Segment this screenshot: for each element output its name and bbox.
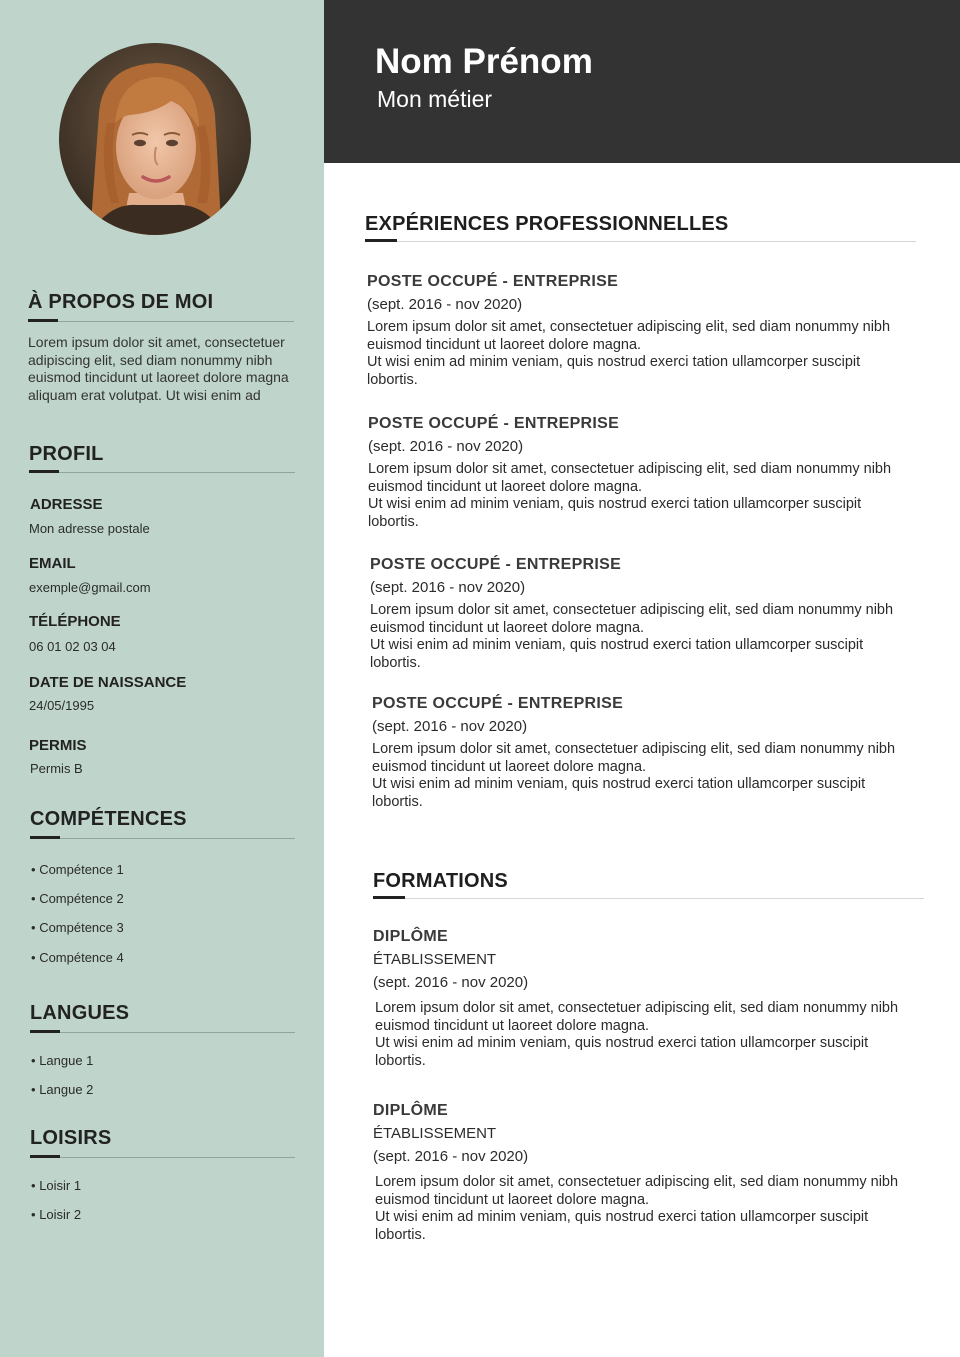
experience-dates: (sept. 2016 - nov 2020) (367, 296, 523, 313)
bullet-icon: • (31, 1053, 36, 1068)
experience-description: Lorem ipsum dolor sit amet, consectetuer adipiscing elit, sed diam nonummy nibh euismod tincidunt ut laoreet dolore magna. Ut wisi enim ad minim veniam, quis nostrud exerci tation ullamcorper suscipit lobortis. (367, 319, 891, 388)
license-value: Permis B (30, 761, 83, 776)
education-item (373, 928, 920, 1070)
language-item: • Langue 1 (31, 1053, 94, 1068)
experience-item (372, 695, 917, 811)
education-rule (373, 898, 924, 899)
hobby-item: • Loisir 2 (31, 1207, 82, 1222)
experience-position: POSTE OCCUPÉ - ENTREPRISE (367, 273, 619, 290)
profile-photo (59, 43, 251, 235)
bullet-icon: • (31, 862, 36, 877)
education-degree: DIPLÔME (373, 1102, 448, 1119)
skill-item: • Compétence 3 (31, 920, 124, 935)
hobbies-rule (30, 1157, 295, 1158)
experience-title: EXPÉRIENCES PROFESSIONNELLES (365, 213, 729, 235)
education-description: Lorem ipsum dolor sit amet, consectetuer adipiscing elit, sed diam nonummy nibh euismod tincidunt ut laoreet dolore magna. Ut wisi enim ad minim veniam, quis nostrud exerci tation ullamcorper suscipit lobortis. (375, 1174, 899, 1243)
skill-item: • Compétence 2 (31, 891, 124, 906)
experience-description: Lorem ipsum dolor sit amet, consectetuer adipiscing elit, sed diam nonummy nibh euismod tincidunt ut laoreet dolore magna. Ut wisi enim ad minim veniam, quis nostrud exerci tation ullamcorper suscipit lobortis. (372, 741, 896, 810)
experience-item (368, 415, 913, 531)
experience-item (370, 556, 915, 672)
full-name: Nom Prénom (375, 42, 593, 81)
hobby-item: • Loisir 1 (31, 1178, 82, 1193)
languages-rule (30, 1032, 295, 1033)
skill-item: • Compétence 4 (31, 950, 124, 965)
profil-accent (29, 470, 59, 473)
email-label: EMAIL (29, 555, 76, 572)
experience-item (367, 273, 912, 389)
language-item: • Langue 2 (31, 1082, 94, 1097)
experience-accent (365, 239, 397, 242)
bullet-icon: • (31, 920, 36, 935)
experience-position: POSTE OCCUPÉ - ENTREPRISE (370, 556, 622, 573)
main-content (324, 163, 960, 1357)
education-dates: (sept. 2016 - nov 2020) (373, 1148, 529, 1165)
experience-dates: (sept. 2016 - nov 2020) (368, 438, 524, 455)
bullet-icon: • (31, 1178, 36, 1193)
education-title: FORMATIONS (373, 870, 508, 892)
phone-value: 06 01 02 03 04 (29, 639, 116, 654)
bullet-icon: • (31, 1207, 36, 1222)
sidebar (0, 0, 324, 1357)
education-item (373, 1102, 920, 1244)
hobbies-accent (30, 1155, 60, 1158)
bullet-icon: • (31, 950, 36, 965)
hobbies-title: LOISIRS (30, 1127, 112, 1149)
profil-title: PROFIL (29, 443, 104, 465)
job-title: Mon métier (377, 86, 493, 112)
about-accent (28, 319, 58, 322)
experience-dates: (sept. 2016 - nov 2020) (372, 718, 528, 735)
education-school: ÉTABLISSEMENT (373, 1125, 497, 1142)
experience-description: Lorem ipsum dolor sit amet, consectetuer adipiscing elit, sed diam nonummy nibh euismod tincidunt ut laoreet dolore magna. Ut wisi enim ad minim veniam, quis nostrud exerci tation ullamcorper suscipit lobortis. (370, 602, 894, 671)
experience-dates: (sept. 2016 - nov 2020) (370, 579, 526, 596)
address-label: ADRESSE (30, 496, 103, 513)
education-description: Lorem ipsum dolor sit amet, consectetuer adipiscing elit, sed diam nonummy nibh euismod tincidunt ut laoreet dolore magna. Ut wisi enim ad minim veniam, quis nostrud exerci tation ullamcorper suscipit lobortis. (375, 1000, 899, 1069)
header-banner (324, 0, 960, 163)
education-accent (373, 896, 405, 899)
address-value: Mon adresse postale (29, 521, 150, 536)
birthdate-label: DATE DE NAISSANCE (29, 674, 187, 691)
skills-accent (30, 836, 60, 839)
experience-position: POSTE OCCUPÉ - ENTREPRISE (372, 695, 624, 712)
skill-item: • Compétence 1 (31, 862, 124, 877)
about-title: À PROPOS DE MOI (28, 291, 214, 313)
education-degree: DIPLÔME (373, 928, 448, 945)
license-label: PERMIS (29, 737, 87, 754)
education-dates: (sept. 2016 - nov 2020) (373, 974, 529, 991)
bullet-icon: • (31, 1082, 36, 1097)
languages-accent (30, 1030, 60, 1033)
email-value: exemple@gmail.com (29, 580, 151, 595)
skills-rule (30, 838, 295, 839)
languages-title: LANGUES (30, 1002, 130, 1024)
bullet-icon: • (31, 891, 36, 906)
phone-label: TÉLÉPHONE (29, 613, 121, 630)
education-school: ÉTABLISSEMENT (373, 951, 497, 968)
profil-rule (29, 472, 295, 473)
about-rule (28, 321, 294, 322)
experience-position: POSTE OCCUPÉ - ENTREPRISE (368, 415, 620, 432)
birthdate-value: 24/05/1995 (29, 698, 95, 713)
experience-rule (365, 241, 916, 242)
about-text: Lorem ipsum dolor sit amet, consectetuer adipiscing elit, sed diam nonummy nibh euismod tincidunt ut laoreet dolore magna aliquam erat volutpat. Ut wisi enim ad (28, 334, 289, 403)
experience-description: Lorem ipsum dolor sit amet, consectetuer adipiscing elit, sed diam nonummy nibh euismod tincidunt ut laoreet dolore magna. Ut wisi enim ad minim veniam, quis nostrud exerci tation ullamcorper suscipit lobortis. (368, 461, 892, 530)
skills-title: COMPÉTENCES (30, 808, 187, 830)
